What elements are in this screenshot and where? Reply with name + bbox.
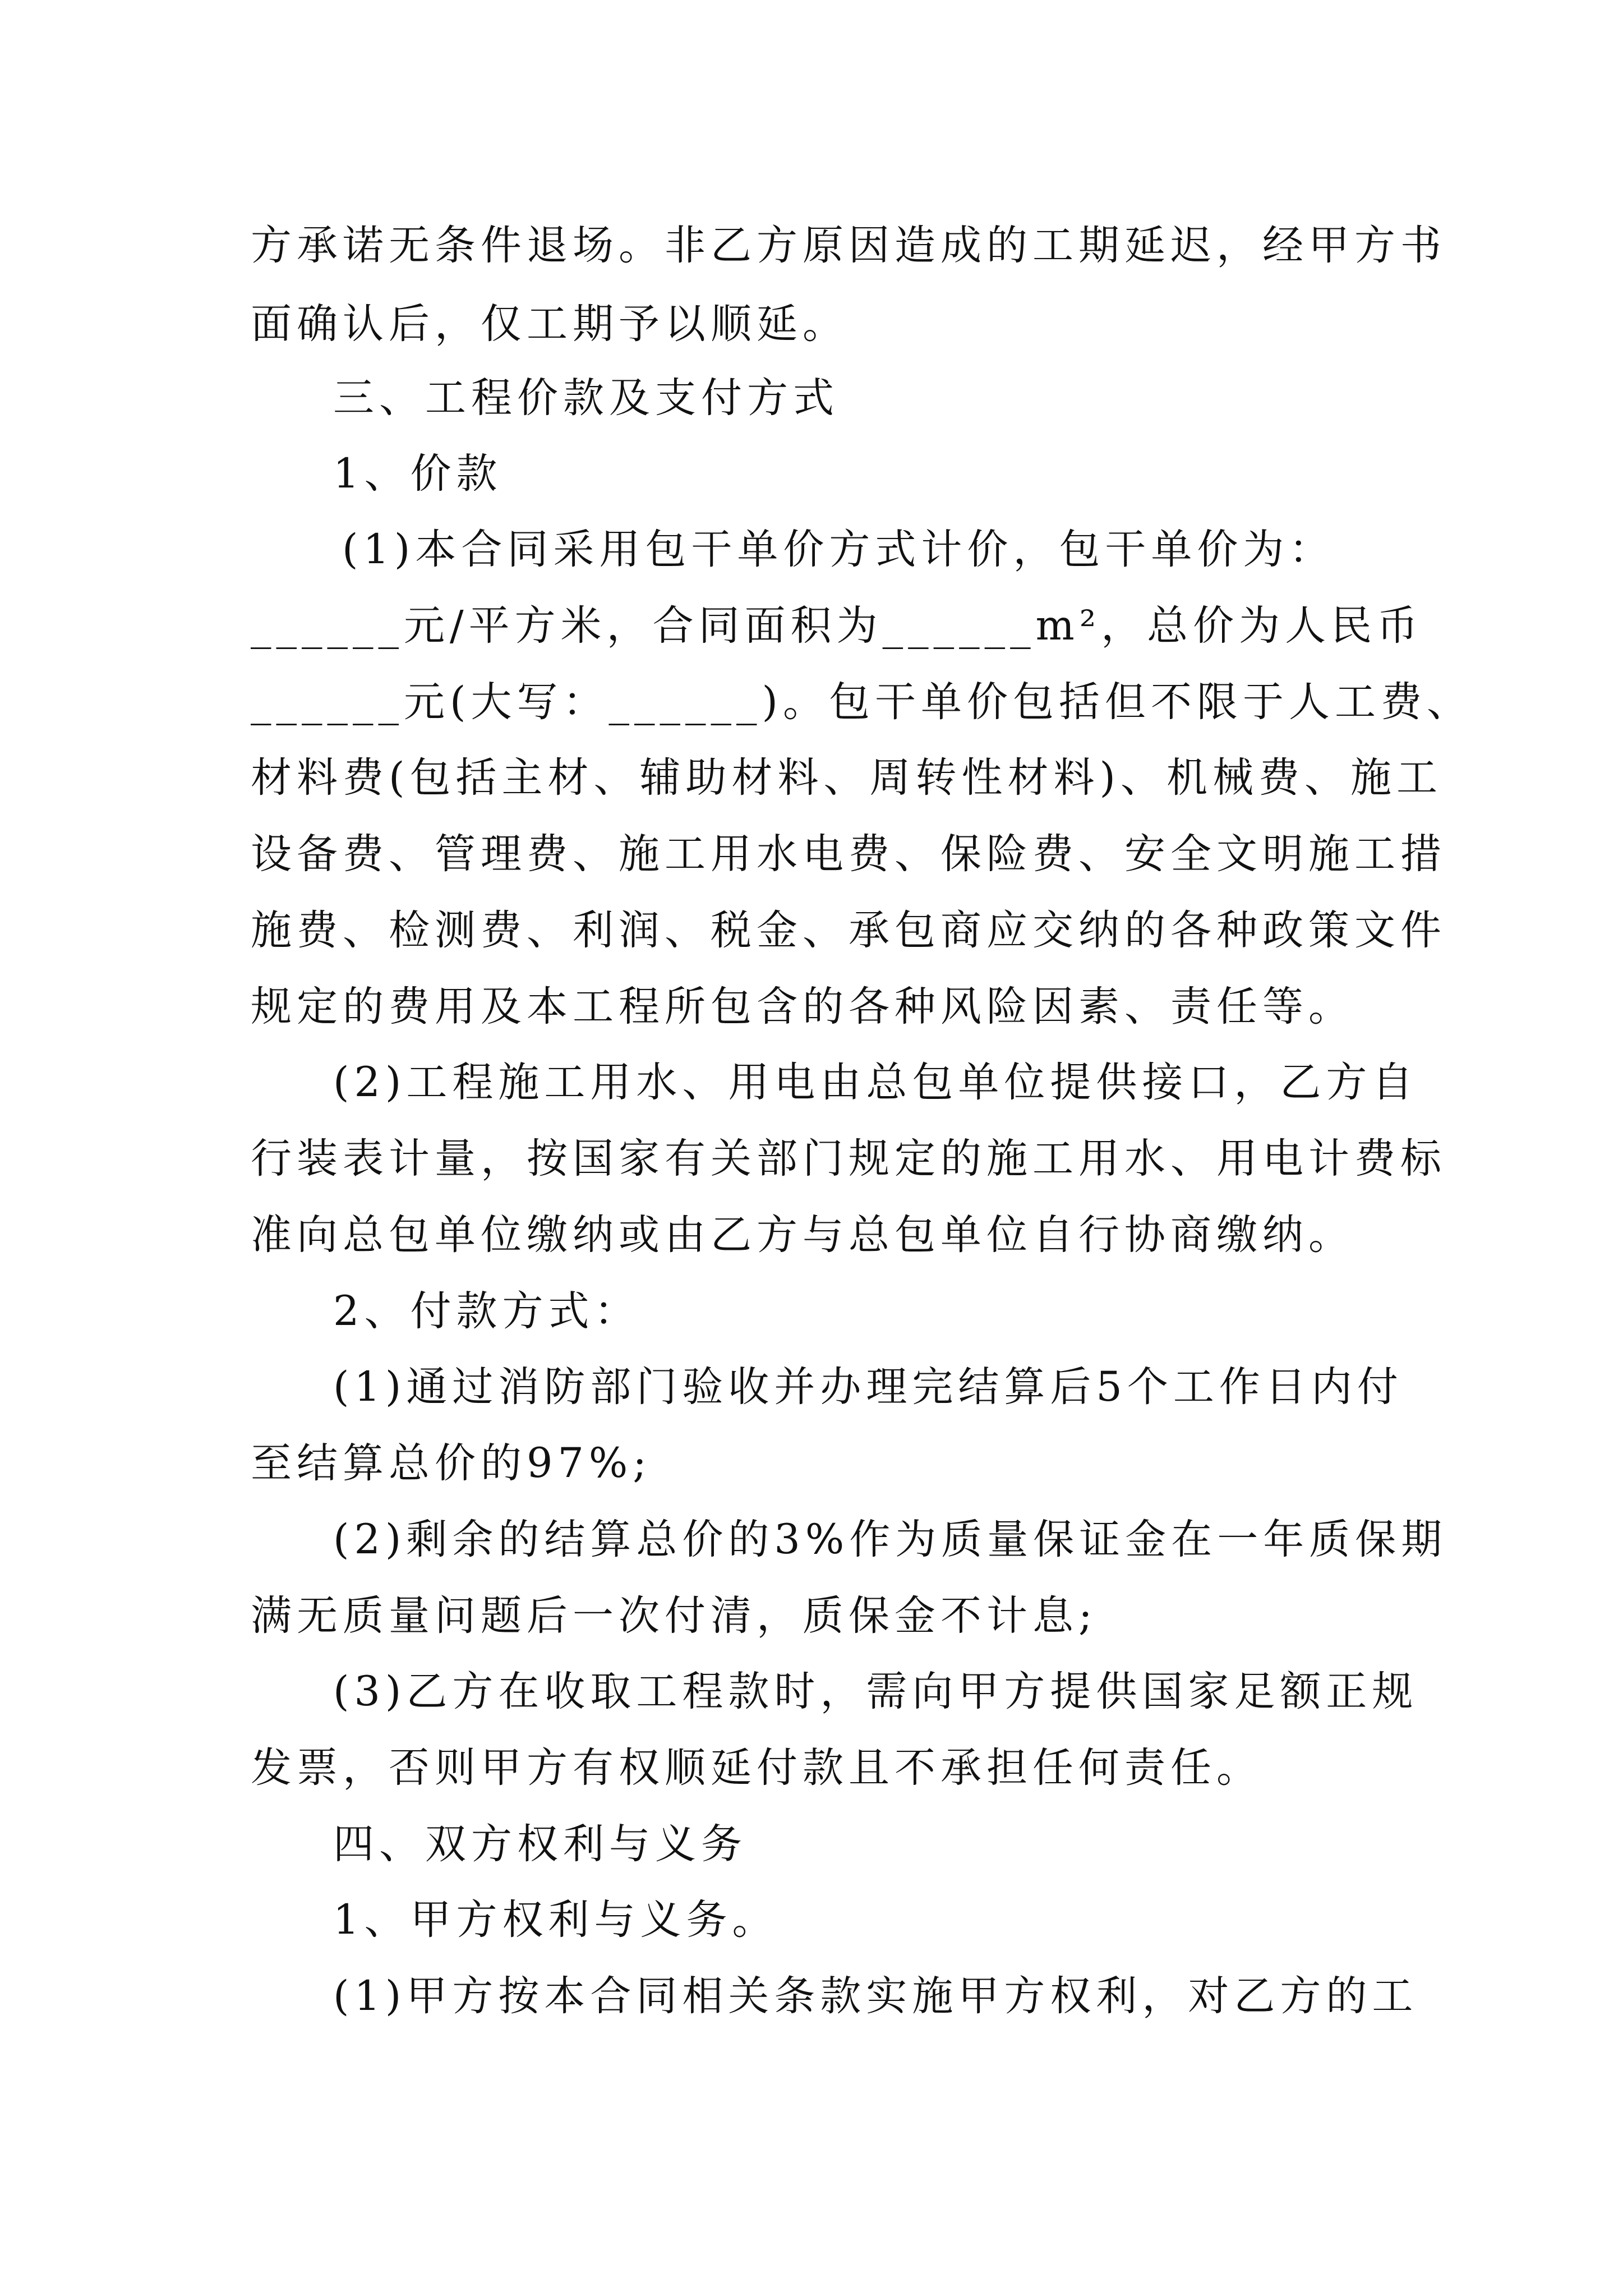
section-heading: 四、双方权利与义务 [333, 1820, 747, 1868]
subsection-heading: 2、付款方式： [333, 1287, 640, 1335]
text-line: 至结算总价的97%; [251, 1439, 652, 1487]
text-line: 面确认后，仅工期予以顺延。 [251, 300, 849, 348]
text-line: 施费、检测费、利润、税金、承包商应交纳的各种政策文件 [251, 907, 1446, 954]
text-line: 发票，否则甲方有权顺延付款且不承担任何责任。 [251, 1744, 1262, 1792]
text-line: 方承诺无条件退场。非乙方原因造成的工期延迟，经甲方书 [251, 222, 1446, 269]
section-heading: 三、工程价款及支付方式 [333, 374, 839, 422]
text-line: 行装表计量，按国家有关部门规定的施工用水、用电计费标 [251, 1135, 1446, 1182]
text-line: 设备费、管理费、施工用水电费、保险费、安全文明施工措 [251, 830, 1446, 878]
subsection-heading: 1、价款 [333, 450, 502, 498]
text-line: 材料费(包括主材、辅助材料、周转性材料)、机械费、施工 [251, 754, 1442, 802]
text-line: (3)乙方在收取工程款时，需向甲方提供国家足额正规 [333, 1668, 1418, 1715]
text-line: (1)通过消防部门验收并办理完结算后5个工作日内付 [333, 1363, 1403, 1411]
text-line: ______元(大写：______)。包干单价包括但不限于人工费、 [251, 678, 1473, 726]
text-line: ______元/平方米，合同面积为______m²，总价为人民币 [251, 602, 1423, 650]
text-line: (1)本合同采用包干单价方式计价，包干单价为： [342, 526, 1335, 573]
text-line: 满无质量问题后一次付清，质保金不计息; [251, 1592, 1098, 1640]
text-line: (1)甲方按本合同相关条款实施甲方权利，对乙方的工 [333, 1972, 1418, 2020]
subsection-heading: 1、甲方权利与义务。 [333, 1896, 778, 1944]
text-line: (2)剩余的结算总价的3%作为质量保证金在一年质保期 [333, 1516, 1447, 1563]
text-line: 准向总包单位缴纳或由乙方与总包单位自行协商缴纳。 [251, 1211, 1354, 1259]
text-line: (2)工程施工用水、用电由总包单位提供接口，乙方自 [333, 1059, 1418, 1106]
text-line: 规定的费用及本工程所包含的各种风险因素、责任等。 [251, 983, 1354, 1030]
